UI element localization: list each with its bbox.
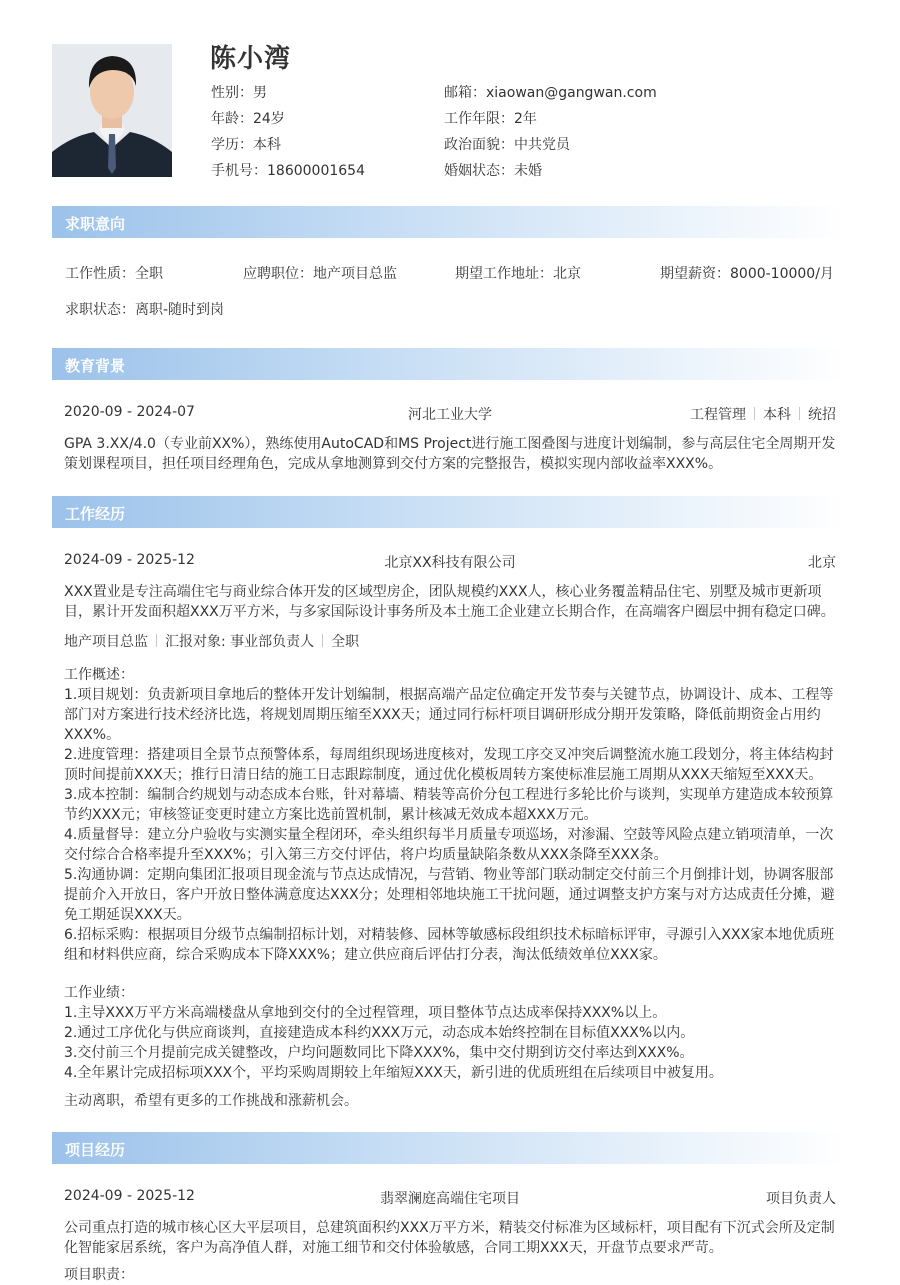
- work-type: 全职: [331, 634, 360, 650]
- education-date: 2020-09 - 2024-07: [64, 404, 195, 420]
- divider: [156, 634, 157, 647]
- section-header-work: [52, 496, 847, 528]
- candidate-name: 陈小湾: [210, 44, 292, 74]
- intent-position: 应聘职位：地产项目总监: [243, 266, 397, 282]
- overview-item: 3.成本控制：编制合约规划与动态成本台账，针对幕墙、精装等高价分包工程进行多轮比价与谈判，实现单方建造成本较预算节约XXX元；审核签证变更时建立方案比选前置机制，累计核减无效成本超XXX万元。: [64, 787, 834, 823]
- divider: [754, 407, 755, 420]
- info-education: 学历：本科: [211, 137, 281, 153]
- work-title: 地产项目总监: [64, 634, 148, 650]
- intent-job-type: 工作性质：全职: [65, 266, 163, 282]
- divider: [322, 634, 323, 647]
- education-school: 河北工业大学: [408, 407, 492, 423]
- project-duty-label: 项目职责：: [64, 1267, 134, 1283]
- work-company: 北京XX科技有限公司: [384, 555, 516, 571]
- overview-item: 2.进度管理：搭建项目全景节点预警体系，每周组织现场进度核对，发现工序交叉冲突后调整流水施工段划分，将主体结构封顶时间提前XXX天；推行日清日结的施工日志跟踪制度，通过优化模板周转方案使标准层施工周期从XXX天缩短至XXX天。: [64, 747, 834, 783]
- divider: [799, 407, 800, 420]
- info-work-years: 工作年限：2年: [444, 111, 537, 127]
- intent-salary: 期望薪资：8000-10000/月: [660, 266, 834, 282]
- overview-item: 5.沟通协调：定期向集团汇报项目现金流与节点达成情况，与营销、物业等部门联动制定交付前三个月倒排计划，协调客服部提前介入开放日，客户开放日整体满意度达XXX分；处理相邻地块施工干扰问题，通过调整支护方案与对方达成责任分摊，避免工期延误XXX天。: [64, 867, 835, 923]
- work-date: 2024-09 - 2025-12: [64, 552, 195, 568]
- section-header-education: [52, 348, 847, 380]
- section-header-intent: [52, 206, 847, 238]
- section-title: 求职意向: [65, 215, 126, 233]
- info-age: 年龄：24岁: [211, 111, 285, 127]
- basic-info-right: [444, 84, 657, 188]
- overview-label: 工作概述：: [64, 667, 134, 683]
- info-phone: 手机号：18600001654: [211, 163, 365, 179]
- profile-photo: [52, 44, 172, 177]
- overview-item: 6.招标采购：根据项目分级节点编制招标计划，对精装修、园林等敏感标段组织技术标暗标评审，寻源引入XXX家本地优质班组和材料供应商，综合采购成本下降XXX%；建立供应商后评估打分表，淘汰低绩效单位XXX家。: [64, 927, 835, 963]
- project-description: 公司重点打造的城市核心区大平层项目，总建筑面积约XXX万平方米，精装交付标准为区域标杆，项目配有下沉式会所及定制化智能家居系统，客户为高净值人群，对施工细节和交付体验敏感，合同工期XXX天，开盘节点要求严苛。: [64, 1220, 835, 1256]
- leave-reason: 主动离职，希望有更多的工作挑战和涨薪机会。: [64, 1093, 358, 1109]
- info-political-status: 政治面貌：中共党员: [444, 137, 570, 153]
- section-title: 工作经历: [65, 505, 126, 523]
- overview-item: 1.项目规划：负责新项目拿地后的整体开发计划编制，根据高端产品定位确定开发节奏与关键节点，协调设计、成本、工程等部门对方案进行技术经济比选，将规划周期压缩至XXX天；通过同行标杆项目调研形成分期开发策略，降低前期资金占用约XXX%。: [64, 687, 834, 743]
- company-description: XXX置业是专注高端住宅与商业综合体开发的区域型房企，团队规模约XXX人，核心业务覆盖精品住宅、别墅及城市更新项目，累计开发面积超XXX万平方米，与多家国际设计事务所及本土施工企业建立长期合作，在高端客户圈层中拥有稳定口碑。: [64, 584, 835, 620]
- project-date: 2024-09 - 2025-12: [64, 1188, 195, 1204]
- info-gender: 性别：男: [211, 85, 267, 101]
- education-degree: 本科: [763, 407, 791, 423]
- performance-item: 2.通过工序优化与供应商谈判，直接建造成本科约XXX万元，动态成本始终控制在目标值XXX%以内。: [64, 1025, 695, 1041]
- education-enrollment: 统招: [808, 407, 836, 423]
- section-title: 教育背景: [65, 357, 126, 375]
- section-title: 项目经历: [65, 1141, 126, 1159]
- work-city: 北京: [808, 555, 836, 571]
- overview-item: 4.质量督导：建立分户验收与实测实量全程闭环，牵头组织每半月质量专项巡场，对渗漏、空鼓等风险点建立销项清单，一次交付综合合格率提升至XXX%；引入第三方交付评估，将户均质量缺陷条数从XXX条降至XXX条。: [64, 827, 834, 863]
- performance-label: 工作业绩：: [64, 985, 134, 1001]
- intent-status: 求职状态：离职-随时到岗: [65, 302, 225, 318]
- person-portrait-icon: [52, 44, 172, 177]
- education-major: 工程管理: [690, 407, 746, 423]
- work-report-to: 汇报对象: 事业部负责人: [165, 634, 315, 650]
- work-tags: [64, 631, 359, 651]
- section-header-project: [52, 1132, 847, 1164]
- performance-item: 3.交付前三个月提前完成关键整改，户均问题数同比下降XXX%，集中交付期到访交付率达到XXX%。: [64, 1045, 694, 1061]
- intent-location: 期望工作地址：北京: [455, 266, 581, 282]
- project-name: 翡翠澜庭高端住宅项目: [380, 1191, 520, 1207]
- performance-item: 4.全年累计完成招标项XXX个，平均采购周期较上年缩短XXX天，新引进的优质班组在后续项目中被复用。: [64, 1065, 723, 1081]
- work-overview: [64, 665, 844, 965]
- education-tags: [690, 404, 836, 424]
- education-description: GPA 3.XX/4.0（专业前XX%），熟练使用AutoCAD和MS Project进行施工图叠图与进度计划编制，参与高层住宅全周期开发策划课程项目，担任项目经理角色，完成从拿地测算到交付方案的完整报告，模拟实现内部收益率XXX%。: [64, 436, 836, 472]
- work-performance: [64, 983, 844, 1083]
- info-email: 邮箱：xiaowan@gangwan.com: [444, 85, 657, 101]
- info-marital-status: 婚姻状态：未婚: [444, 163, 542, 179]
- basic-info-left: [211, 84, 365, 188]
- project-role: 项目负责人: [766, 1191, 836, 1207]
- performance-item: 1.主导XXX万平方米高端楼盘从拿地到交付的全过程管理，项目整体节点达成率保持XXX%以上。: [64, 1005, 667, 1021]
